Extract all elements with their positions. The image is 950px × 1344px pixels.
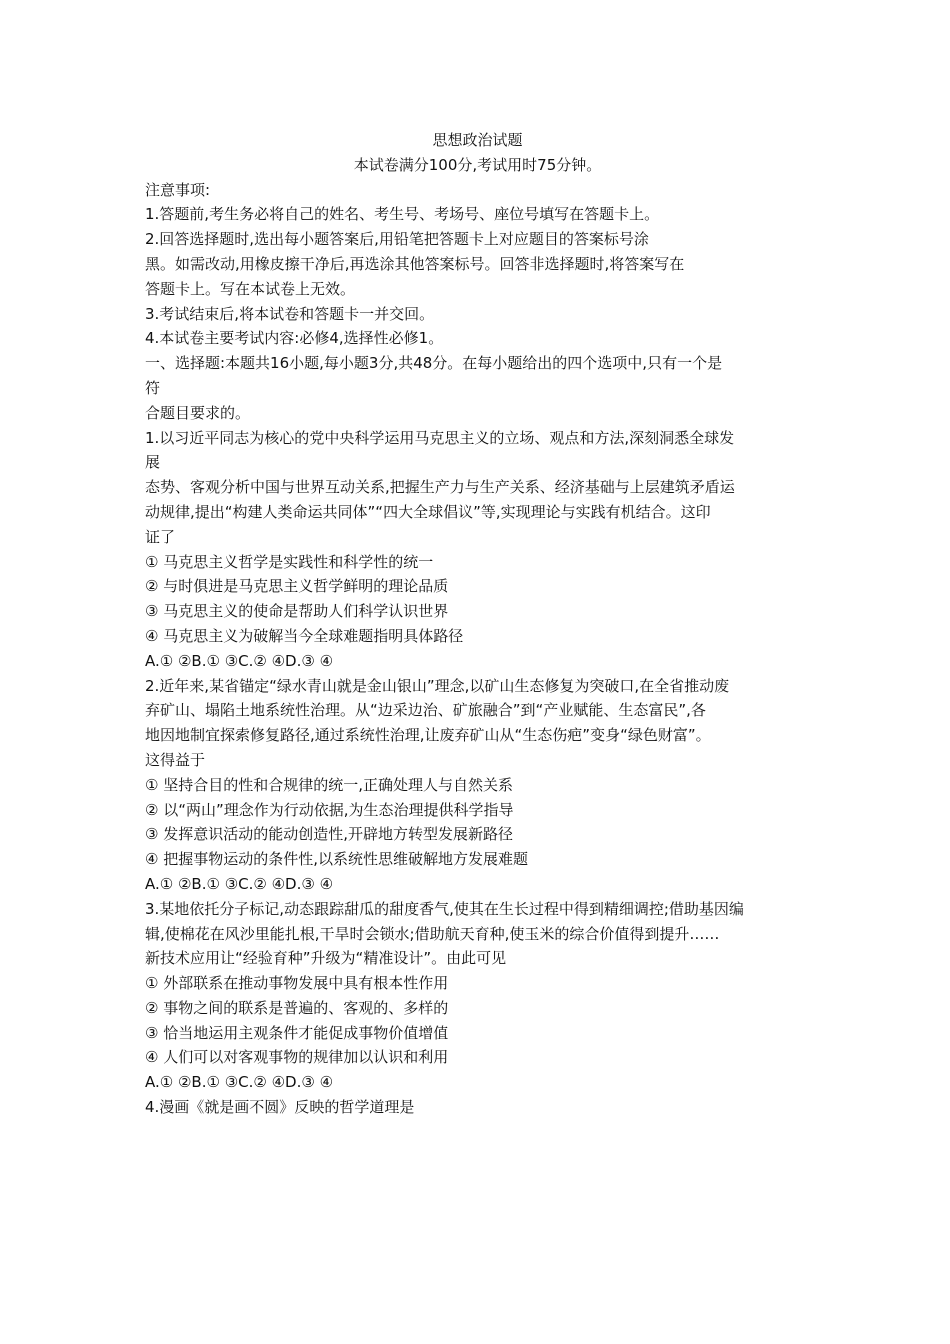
question-2-answer-choices: A.① ②B.① ③C.② ④D.③ ④ [145, 874, 334, 893]
question-3-stem-line-1: 3.某地依托分子标记,动态跟踪甜瓜的甜度香气,使其在生长过程中得到精细调控;借助基因编 [145, 899, 744, 918]
note-item-4: 4.本试卷主要考试内容:必修4,选择性必修1。 [145, 329, 444, 348]
question-1-stem-line-1: 1.以习近平同志为核心的党中央科学运用马克思主义的立场、观点和方法,深刻洞悉全球发 [145, 428, 735, 447]
question-3-option-1: ① 外部联系在推动事物发展中具有根本性作用 [145, 974, 449, 993]
note-item-1: 1.答题前,考生务必将自己的姓名、考生号、考场号、座位号填写在答题卡上。 [145, 205, 660, 224]
question-2-option-1: ① 坚持合目的性和合规律的统一,正确处理人与自然关系 [145, 775, 513, 794]
section-intro-line-1: 一、选择题:本题共16小题,每小题3分,共48分。在每小题给出的四个选项中,只有一个是 [145, 354, 723, 373]
page-title: 思想政治试题 [432, 131, 523, 149]
question-2-stem-line-2: 弃矿山、塌陷土地系统性治理。从“边采边治、矿旅融合”到“产业赋能、生态富民”,各 [145, 701, 706, 720]
question-3-stem-line-2: 辑,使棉花在风沙里能扎根,干旱时会锁水;借助航天育种,使玉米的综合价值得到提升…… [145, 924, 720, 943]
section-intro-line-3: 合题目要求的。 [145, 403, 251, 422]
note-item-2-line-1: 2.回答选择题时,选出每小题答案后,用铅笔把答题卡上对应题目的答案标号涂 [145, 230, 649, 249]
note-item-3: 3.考试结束后,将本试卷和答题卡一并交回。 [145, 304, 435, 323]
question-2-stem-line-3: 地因地制宜探索修复路径,通过系统性治理,让废弃矿山从“生态伤疤”变身“绿色财富”。 [145, 726, 711, 745]
question-1-stem-line-4: 动规律,提出“构建人类命运共同体”“四大全球倡议”等,实现理论与实践有机结合。这印 [145, 502, 711, 521]
question-3-answer-choices: A.① ②B.① ③C.② ④D.③ ④ [145, 1073, 334, 1092]
notes-heading: 注意事项: [145, 180, 211, 199]
question-4-stem-line-1: 4.漫画《就是画不圆》反映的哲学道理是 [145, 1098, 415, 1117]
question-1-option-1: ① 马克思主义哲学是实践性和科学性的统一 [145, 552, 434, 571]
question-1-option-4: ④ 马克思主义为破解当今全球难题指明具体路径 [145, 626, 464, 645]
question-1-stem-line-3: 态势、客观分析中国与世界互动关系,把握生产力与生产关系、经济基础与上层建筑矛盾运 [145, 478, 735, 497]
question-2-option-4: ④ 把握事物运动的条件性,以系统性思维破解地方发展难题 [145, 850, 528, 869]
document-body [145, 128, 810, 1120]
note-item-2-line-2: 黑。如需改动,用橡皮擦干净后,再选涂其他答案标号。回答非选择题时,将答案写在 [145, 254, 685, 273]
question-3-option-3: ③ 恰当地运用主观条件才能促成事物价值增值 [145, 1023, 449, 1042]
question-2-stem-line-4: 这得益于 [145, 750, 206, 769]
question-2-option-2: ② 以“两山”理念作为行动依据,为生态治理提供科学指导 [145, 800, 514, 819]
question-1-stem-line-5: 证了 [145, 527, 176, 546]
question-3-option-2: ② 事物之间的联系是普遍的、客观的、多样的 [145, 998, 449, 1017]
question-2-stem-line-1: 2.近年来,某省锚定“绿水青山就是金山银山”理念,以矿山生态修复为突破口,在全省推动废 [145, 676, 730, 695]
exam-info: 本试卷满分100分,考试用时75分钟。 [353, 155, 602, 174]
question-3-stem-line-3: 新技术应用让“经验育种”升级为“精准设计”。由此可见 [145, 949, 507, 968]
question-1-answer-choices: A.① ②B.① ③C.② ④D.③ ④ [145, 651, 334, 670]
note-item-2-line-3: 答题卡上。写在本试卷上无效。 [145, 279, 356, 298]
section-intro-line-2: 符 [145, 378, 161, 397]
question-1-option-2: ② 与时俱进是马克思主义哲学鲜明的理论品质 [145, 577, 449, 596]
question-1-stem-line-2: 展 [145, 453, 161, 472]
question-3-option-4: ④ 人们可以对客观事物的规律加以认识和利用 [145, 1048, 449, 1067]
question-1-option-3: ③ 马克思主义的使命是帮助人们科学认识世界 [145, 602, 449, 621]
question-2-option-3: ③ 发挥意识活动的能动创造性,开辟地方转型发展新路径 [145, 825, 513, 844]
